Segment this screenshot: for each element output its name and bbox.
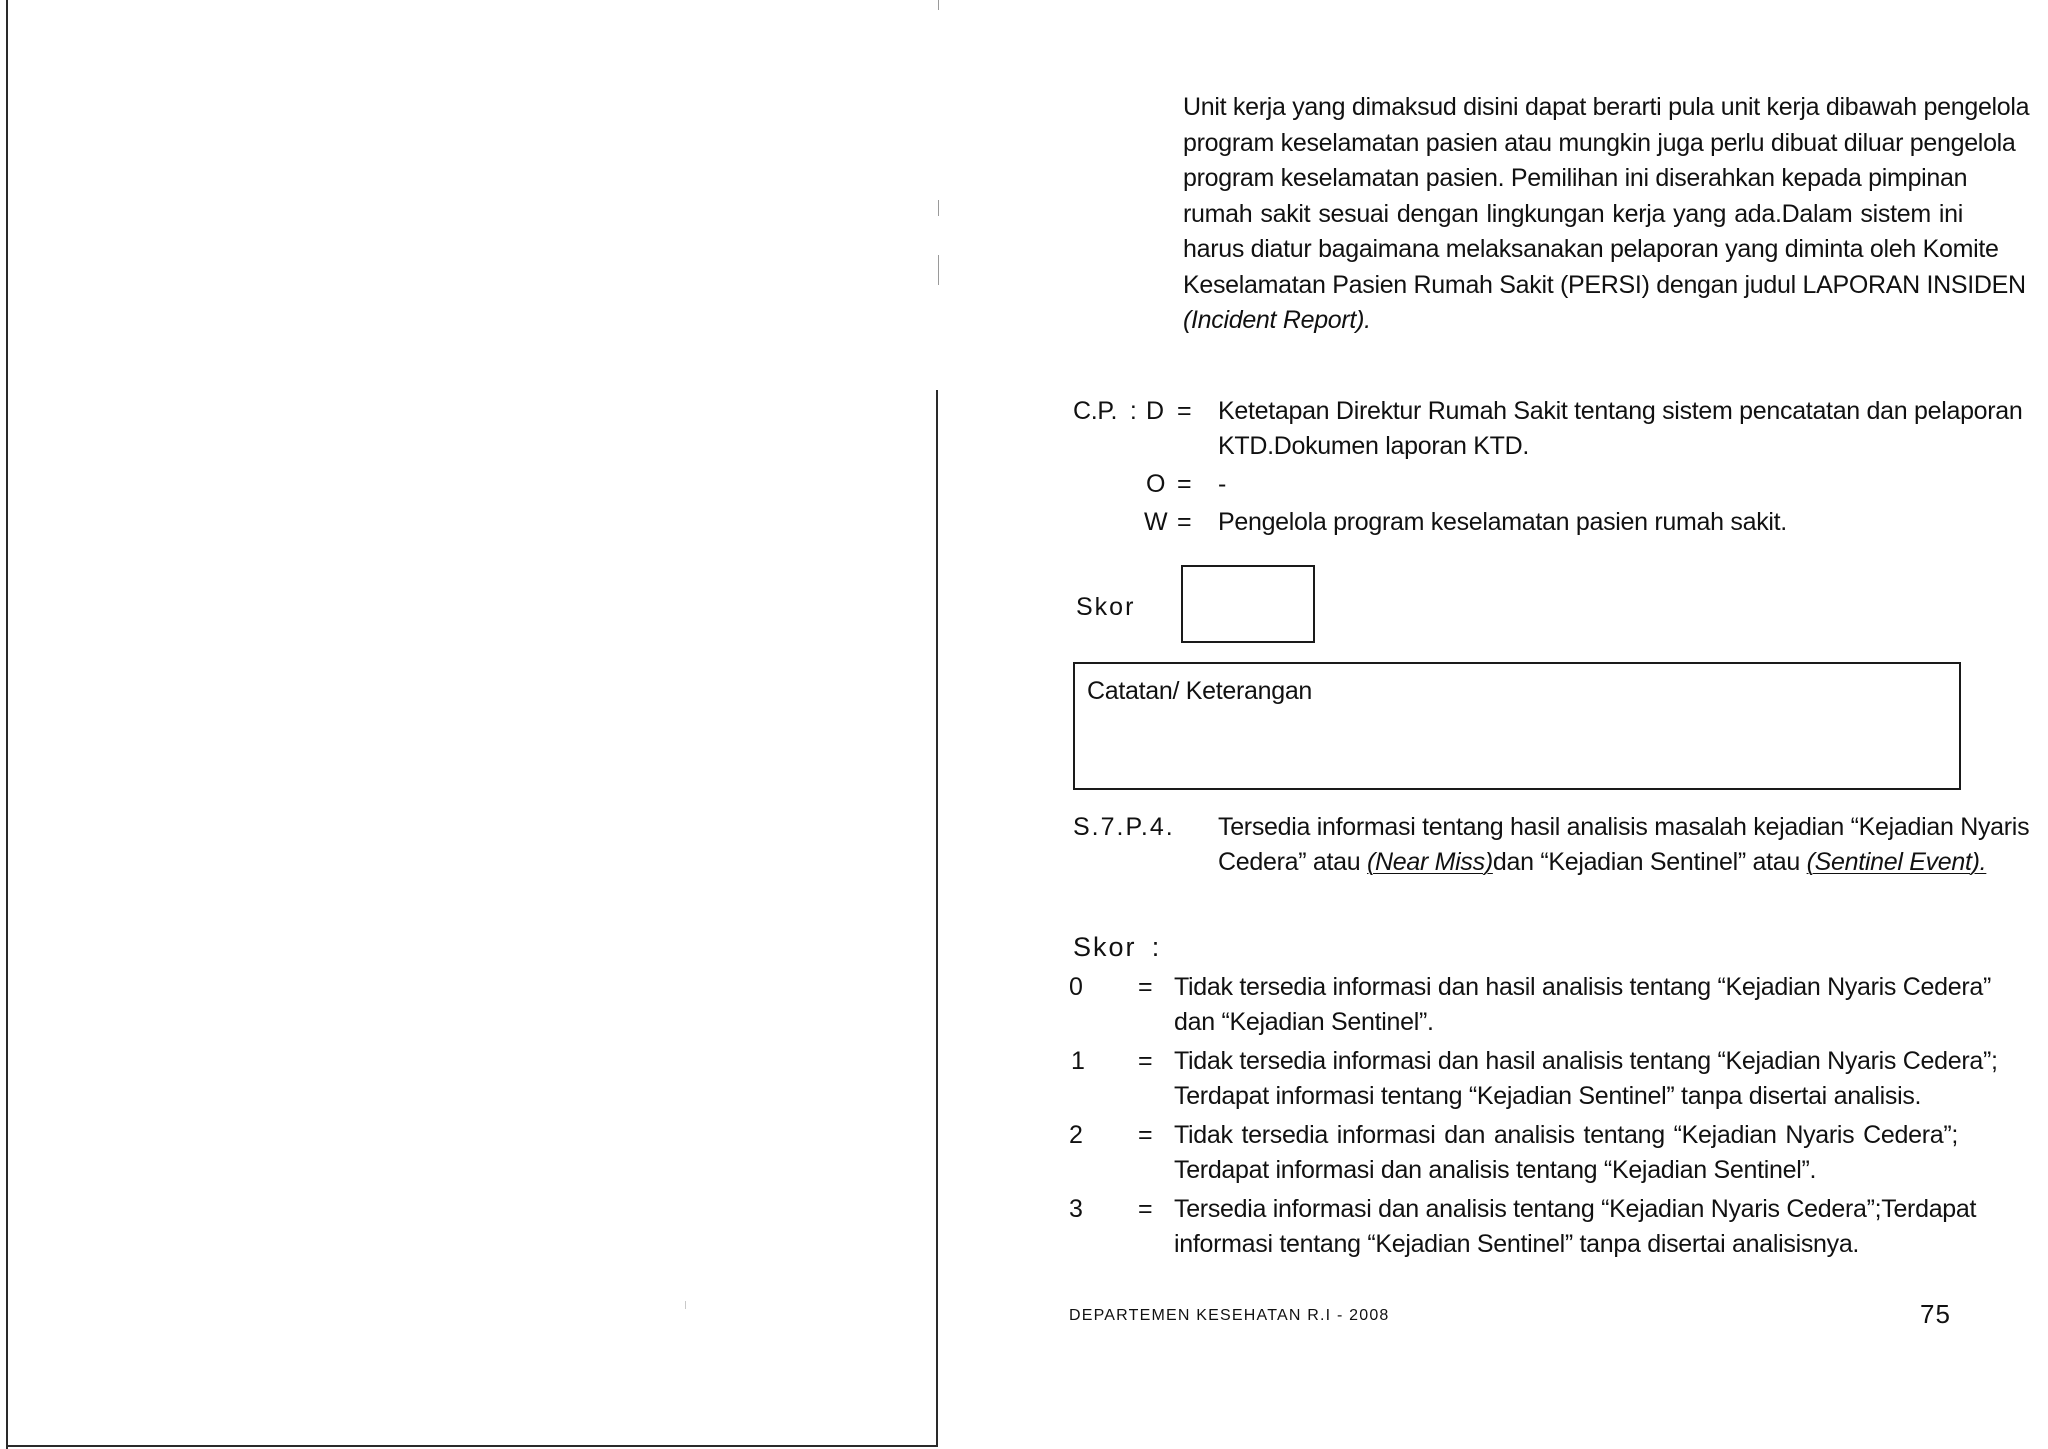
cp-label-text: C.P. bbox=[1073, 397, 1118, 425]
paragraph-line: program keselamatan pasien atau mungkin juga perlu dibuat diluar pengelola bbox=[1183, 128, 2016, 157]
cp-label bbox=[1073, 394, 1137, 429]
score-line: dan “Kejadian Sentinel”. bbox=[1174, 1008, 1434, 1036]
score-eq-1: = bbox=[1138, 1047, 1153, 1075]
paragraph-line: harus diatur bagaimana melaksanakan pelaporan yang diminta oleh Komite bbox=[1183, 235, 1999, 263]
cp-key-w: W bbox=[1144, 508, 1168, 536]
standard-text-line2 bbox=[1218, 845, 1986, 880]
catatan-label: Catatan/ Keterangan bbox=[1087, 677, 1313, 705]
score-value-2: 2 bbox=[1069, 1121, 1083, 1149]
score-eq-0: = bbox=[1138, 973, 1153, 1001]
score-eq-2: = bbox=[1138, 1121, 1153, 1149]
standard-text-part: Cedera” atau bbox=[1218, 848, 1367, 876]
standard-code: S.7.P.4. bbox=[1073, 813, 1175, 841]
standard-text-part: dan “Kejadian Sentinel” atau bbox=[1492, 848, 1807, 876]
score-line: Tidak tersedia informasi dan hasil analisis tentang “Kejadian Nyaris Cedera” bbox=[1174, 973, 1991, 1001]
score-description-1 bbox=[1174, 1044, 1998, 1114]
score-value-3: 3 bbox=[1069, 1195, 1083, 1223]
gutter-tick bbox=[938, 255, 939, 285]
score-description-2 bbox=[1174, 1118, 1958, 1188]
cp-eq-w: = bbox=[1177, 508, 1192, 536]
intro-paragraph bbox=[1183, 90, 2030, 339]
gutter-tick bbox=[938, 200, 939, 216]
score-value-0: 0 bbox=[1069, 973, 1083, 1001]
score-line: Tersedia informasi dan analisis tentang “Kejadian Nyaris Cedera”;Terdapat bbox=[1174, 1195, 1977, 1223]
gutter-tick bbox=[938, 0, 939, 10]
score-description-0 bbox=[1174, 970, 1991, 1040]
score-eq-3: = bbox=[1138, 1195, 1153, 1223]
footer-publisher: DEPARTEMEN KESEHATAN R.I - 2008 bbox=[1069, 1307, 1390, 1324]
near-miss-italic: (Near Miss) bbox=[1366, 848, 1493, 876]
score-line: Tidak tersedia informasi dan hasil analisis tentang “Kejadian Nyaris Cedera”; bbox=[1174, 1047, 1998, 1075]
cp-value-d-line1: Ketetapan Direktur Rumah Sakit tentang sistem pencatatan dan pelaporan bbox=[1218, 397, 2023, 425]
paragraph-line: rumah sakit sesuai dengan lingkungan kerja yang ada.Dalam sistem ini bbox=[1183, 199, 1963, 228]
cp-value-o: - bbox=[1218, 470, 1227, 498]
score-line: Terdapat informasi dan analisis tentang “Kejadian Sentinel”. bbox=[1174, 1156, 1817, 1184]
score-line: Tidak tersedia informasi dan analisis tentang “Kejadian Nyaris Cedera”; bbox=[1174, 1121, 1958, 1149]
cp-eq-d: = bbox=[1177, 397, 1192, 425]
paragraph-line: Unit kerja yang dimaksud disini dapat berarti pula unit kerja dibawah pengelola bbox=[1183, 93, 2030, 121]
paragraph-line: program keselamatan pasien. Pemilihan ini diserahkan kepada pimpinan bbox=[1183, 164, 1968, 192]
skor-label: Skor bbox=[1076, 593, 1136, 621]
catatan-keterangan-box[interactable] bbox=[1073, 662, 1961, 790]
cp-value-w: Pengelola program keselamatan pasien rumah sakit. bbox=[1218, 508, 1787, 536]
cp-key-d: D bbox=[1146, 397, 1165, 425]
cp-separator: : bbox=[1129, 397, 1137, 425]
scan-speck bbox=[685, 1301, 686, 1309]
book-gutter-line bbox=[936, 390, 938, 1447]
cp-key-o: O bbox=[1146, 470, 1166, 498]
cp-eq-o: = bbox=[1177, 470, 1192, 498]
page-number: 75 bbox=[1920, 1299, 1951, 1329]
scoring-heading bbox=[1073, 930, 1159, 965]
score-description-3 bbox=[1174, 1192, 1977, 1262]
paragraph-line: Keselamatan Pasien Rumah Sakit (PERSI) dengan judul LAPORAN INSIDEN bbox=[1183, 270, 2026, 299]
standard-text-line1: Tersedia informasi tentang hasil analisis masalah kejadian “Kejadian Nyaris bbox=[1218, 813, 2030, 841]
skor-input-box[interactable] bbox=[1181, 565, 1315, 643]
paragraph-line-italic: (Incident Report). bbox=[1183, 306, 1371, 334]
cp-value-d-line2: KTD.Dokumen laporan KTD. bbox=[1218, 432, 1529, 460]
scoring-heading-text: Skor bbox=[1073, 932, 1137, 962]
left-page-edge bbox=[6, 0, 8, 1449]
score-value-1: 1 bbox=[1071, 1047, 1085, 1075]
score-line: informasi tentang “Kejadian Sentinel” tanpa disertai analisisnya. bbox=[1174, 1230, 1860, 1258]
sentinel-event-italic: (Sentinel Event). bbox=[1806, 848, 1987, 876]
bottom-page-edge bbox=[6, 1445, 938, 1447]
scoring-heading-colon: : bbox=[1151, 932, 1159, 962]
score-line: Terdapat informasi tentang “Kejadian Sentinel” tanpa disertai analisis. bbox=[1174, 1082, 1922, 1110]
